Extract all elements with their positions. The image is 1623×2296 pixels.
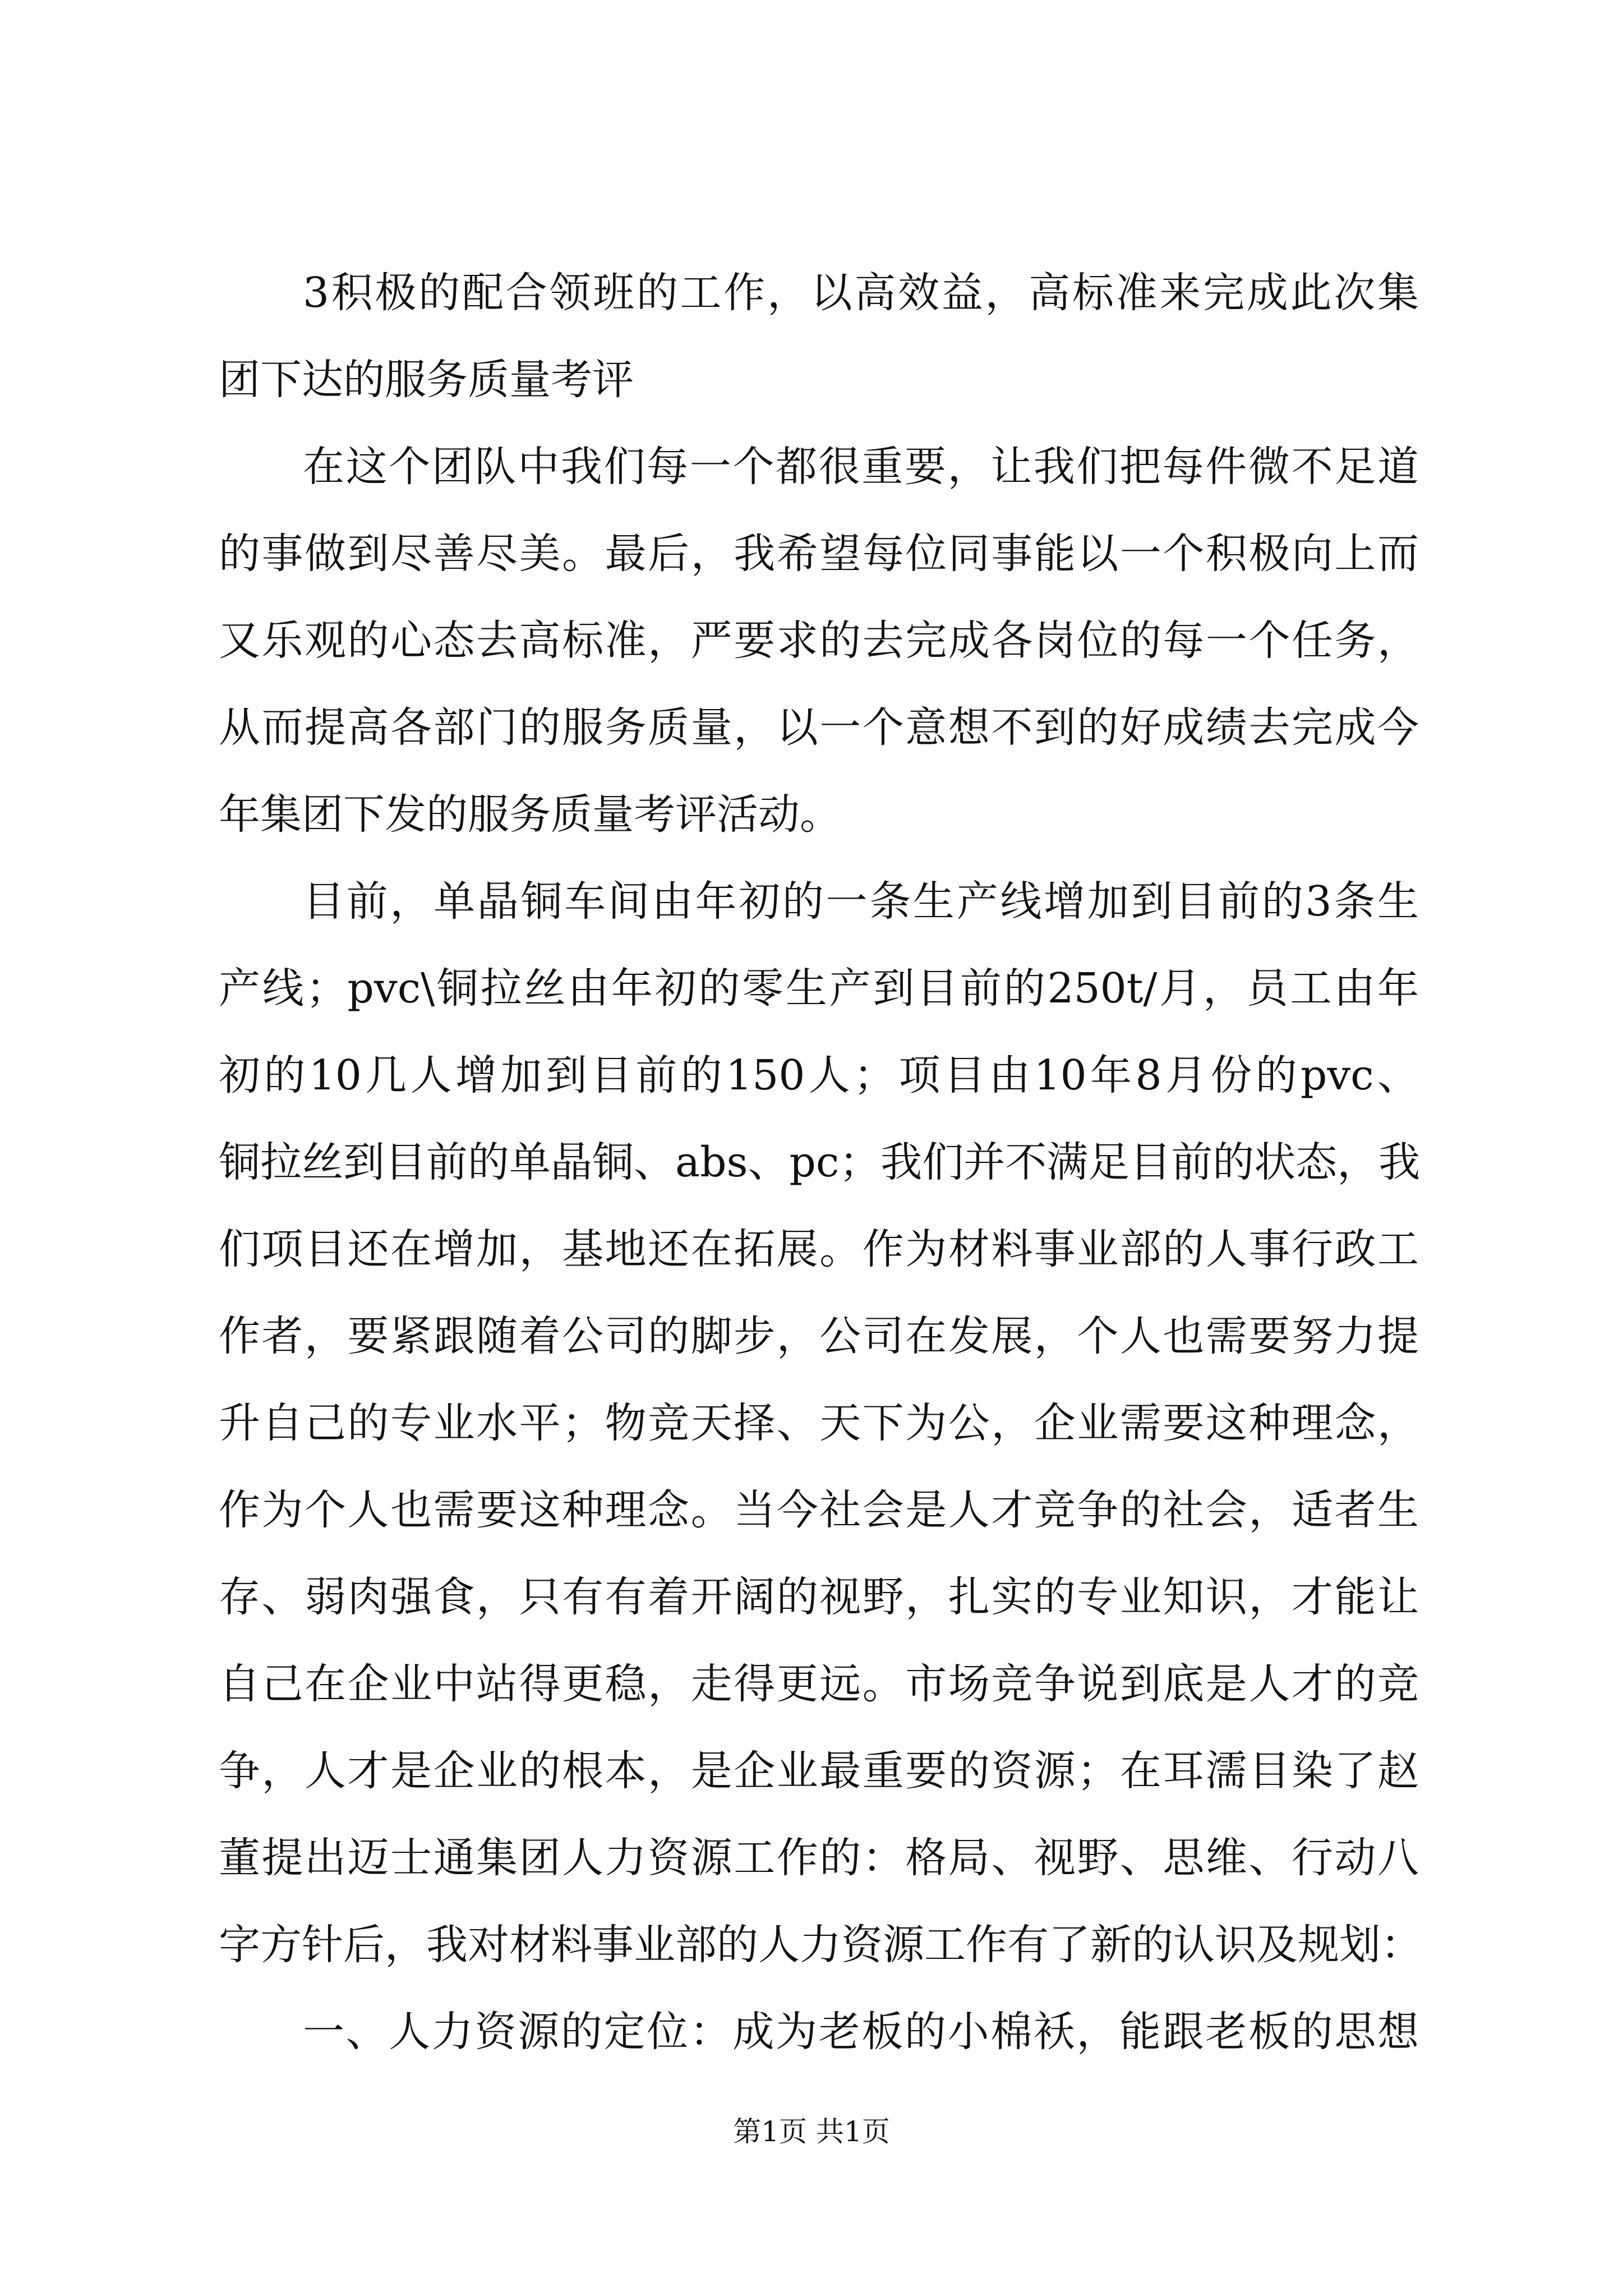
text-line: 3积极的配合领班的工作，以高效益，高标准来完成此次集 xyxy=(303,269,1419,317)
text-line: 作为个人也需要这种理念。当今社会是人才竞争的社会，适者生 xyxy=(219,1486,1419,1534)
text-line: 字方针后，我对材料事业部的人力资源工作有了新的认识及规划： xyxy=(219,1921,1422,1969)
text-line: 从而提高各部门的服务质量，以一个意想不到的好成绩去完成今 xyxy=(219,703,1419,752)
text-line: 又乐观的心态去高标准，严要求的去完成各岗位的每一个任务， xyxy=(219,616,1419,665)
text-line: 铜拉丝到目前的单晶铜、abs、pc；我们并不满足目前的状态，我 xyxy=(219,1138,1421,1186)
text-line: 在这个团队中我们每一个都很重要，让我们把每件微不足道 xyxy=(303,443,1419,491)
page-number-footer: 第1页 共1页 xyxy=(733,2115,890,2148)
text-line: 产线；pvc\铜拉丝由年初的零生产到目前的250t/月，员工由年 xyxy=(219,964,1419,1013)
text-line: 存、弱肉强食，只有有着开阔的视野，扎实的专业知识，才能让 xyxy=(219,1573,1419,1621)
text-line: 董提出迈士通集团人力资源工作的：格局、视野、思维、行动八 xyxy=(219,1834,1419,1882)
text-line: 初的10几人增加到目前的150人；项目由10年8月份的pvc、 xyxy=(219,1051,1419,1099)
text-line: 的事做到尽善尽美。最后，我希望每位同事能以一个积极向上而 xyxy=(219,530,1419,578)
text-line: 升自己的专业水平；物竞天择、天下为公，企业需要这种理念， xyxy=(219,1399,1419,1447)
text-line: 们项目还在增加，基地还在拓展。作为材料事业部的人事行政工 xyxy=(219,1225,1419,1273)
document-body xyxy=(219,250,1422,2076)
text-line: 争，人才是企业的根本，是企业最重要的资源；在耳濡目染了赵 xyxy=(219,1747,1419,1795)
text-line: 团下达的服务质量考评 xyxy=(219,356,634,404)
text-line: 一、人力资源的定位：成为老板的小棉袄，能跟老板的思想 xyxy=(303,2008,1419,2056)
text-line: 自己在企业中站得更稳，走得更远。市场竞争说到底是人才的竞 xyxy=(219,1660,1419,1708)
text-line: 作者，要紧跟随着公司的脚步，公司在发展，个人也需要努力提 xyxy=(219,1312,1419,1360)
text-line: 年集团下发的服务质量考评活动。 xyxy=(219,790,841,839)
text-line: 目前，单晶铜车间由年初的一条生产线增加到目前的3条生 xyxy=(303,877,1419,926)
